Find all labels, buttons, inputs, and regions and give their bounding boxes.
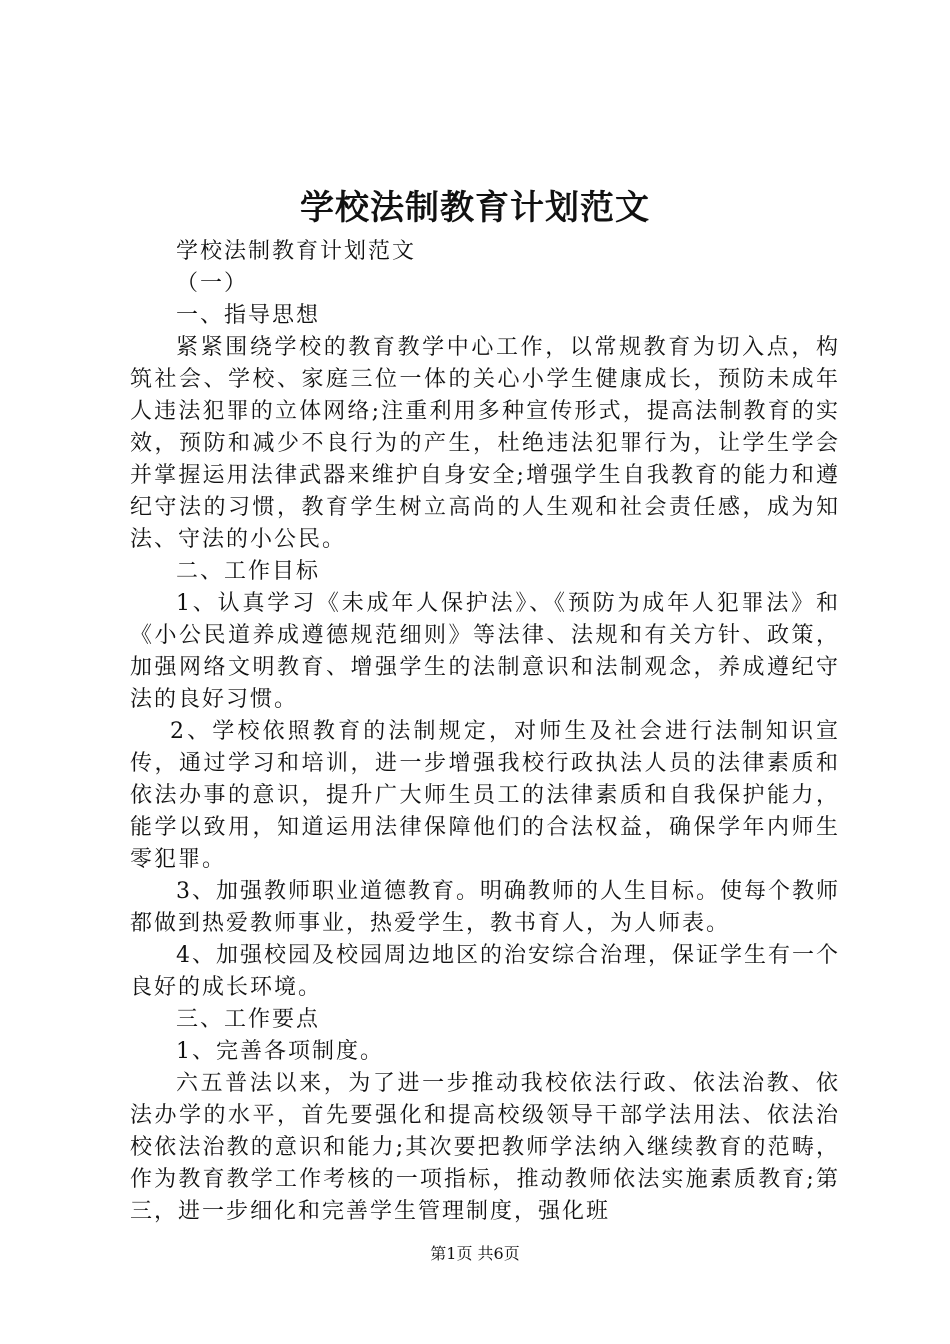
heading-work-points: 三、工作要点: [176, 1007, 321, 1032]
page-number-footer: 第1页 共6页: [430, 1244, 520, 1263]
paragraph-guiding-ideology: 紧紧围绕学校的教育教学中心工作，以常规教育为切入点，构筑社会、学校、家庭三位一体的关心小学生健康成长，预防未成年人违法犯罪的立体网络;注重利用多种宣传形式，提高法制教育的实效，预防和减少不良行为的产生，杜绝违法犯罪行为，让学生学会并掌握运用法律武器来维护自身安全;增强学生自我教育的能力和遵纪守法的习惯，教育学生树立高尚的人生观和社会责任感，成为知法、守法的小公民。: [130, 335, 840, 552]
paragraph-point-1: 1、完善各项制度。: [176, 1039, 384, 1064]
heading-work-goals: 二、工作目标: [176, 559, 321, 584]
paragraph-point-1-body: 六五普法以来，为了进一步推动我校依法行政、依法治教、依法办学的水平，首先要强化和提高校级领导干部学法用法、依法治校依法治教的意识和能力;其次要把教师学法纳入继续教育的范畴，作为教育教学工作考核的一项指标，推动教师依法实施素质教育;第三，进一步细化和完善学生管理制度，强化班: [130, 1071, 840, 1224]
document-title: 学校法制教育计划范文: [300, 188, 650, 228]
document-body: [130, 236, 840, 1228]
paragraph-subtitle: 学校法制教育计划范文: [176, 239, 417, 264]
paragraph-goal-1: 1、认真学习《未成年人保护法》、《预防为成年人犯罪法》和《小公民道养成遵德规范细则》等法律、法规和有关方针、政策，加强网络文明教育、增强学生的法制意识和法制观念，养成遵纪守法的良好习惯。: [130, 591, 840, 712]
heading-guiding-ideology: 一、指导思想: [176, 303, 321, 328]
paragraph-goal-4: 4、加强校园及校园周边地区的治安综合治理，保证学生有一个良好的成长环境。: [130, 943, 840, 1000]
paragraph-section-number: （一）: [176, 271, 249, 296]
paragraph-goal-2: 2、学校依照教育的法制规定，对师生及社会进行法制知识宣传，通过学习和培训，进一步增强我校行政执法人员的法律素质和依法办事的意识，提升广大师生员工的法律素质和自我保护能力，能学以致用，知道运用法律保障他们的合法权益，确保学年内师生零犯罪。: [130, 719, 840, 872]
paragraph-goal-3: 3、加强教师职业道德教育。明确教师的人生目标。使每个教师都做到热爱教师事业，热爱学生，教书育人，为人师表。: [130, 879, 840, 936]
